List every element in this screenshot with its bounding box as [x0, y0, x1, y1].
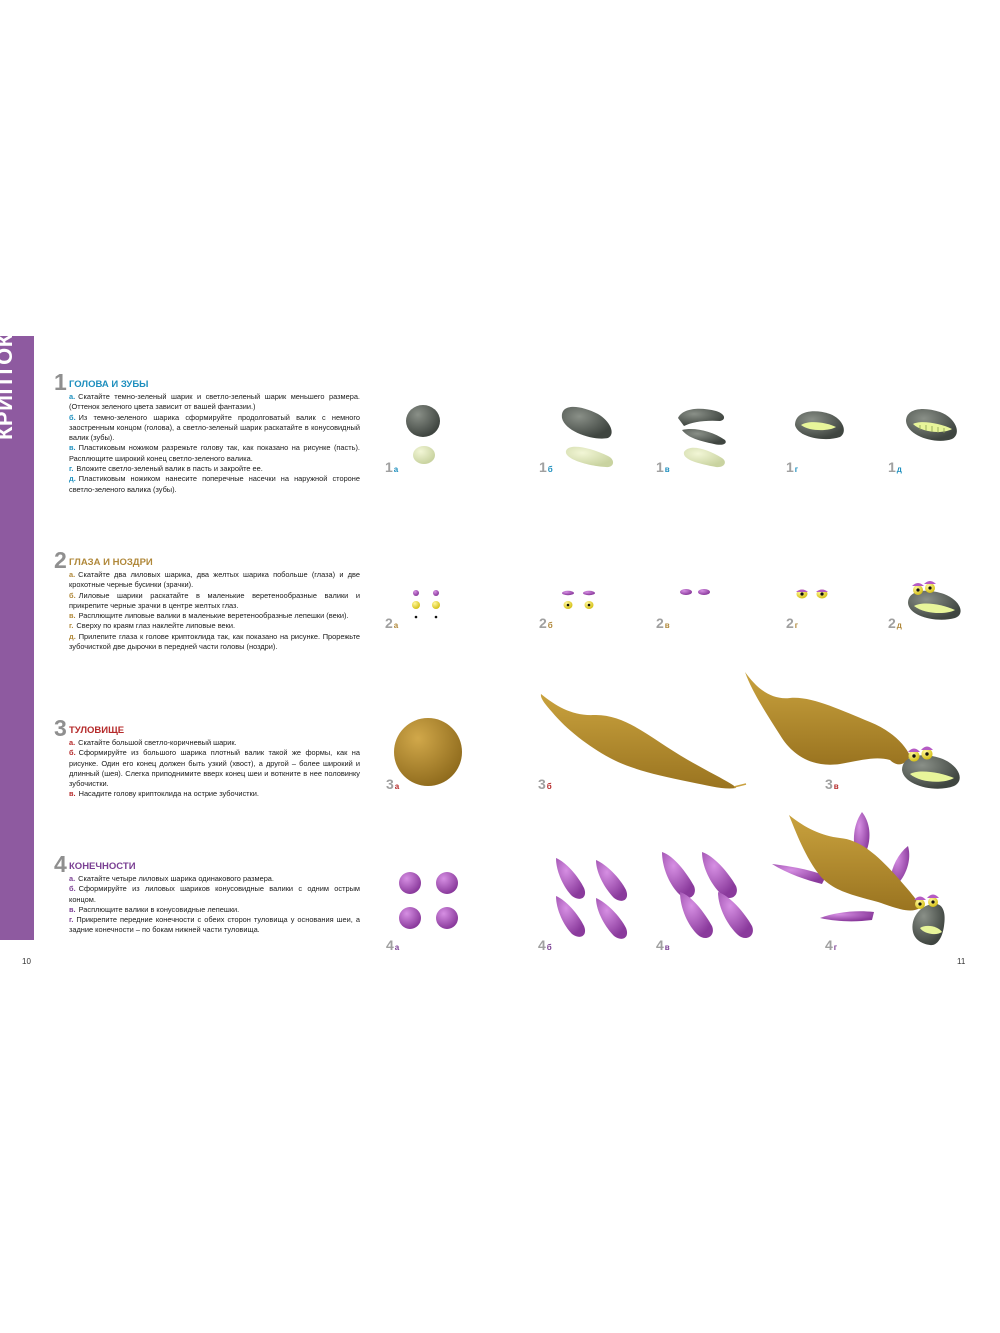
- caption-4b: 4б: [538, 937, 552, 953]
- figure-3c: [745, 672, 960, 789]
- step-text: Скатайте два лиловых шарика, два желтых шарика побольше (глаза) и две крохотные черные бусинки (зрачки).: [69, 570, 360, 590]
- figure-1b: [562, 407, 613, 467]
- step-text: Из темно-зеленого шарика сформируйте продолговатый валик с немного заостренным концом (голова), а светло-зеленый шарик раскатайте в конусовидный валик (зубы).: [69, 412, 360, 443]
- step-text: Скатайте четыре лиловых шарика одинакового размера.: [78, 874, 274, 883]
- caption-1c: 1в: [656, 459, 670, 475]
- step-letter: б.: [69, 884, 76, 894]
- section-number: 4: [54, 851, 67, 877]
- figure-4b: [556, 858, 627, 939]
- section-number: 1: [54, 369, 67, 395]
- caption-1e: 1д: [888, 459, 902, 475]
- step-letter: в.: [69, 611, 76, 621]
- figure-2a: [412, 590, 440, 618]
- caption-2d: 2г: [786, 615, 799, 631]
- step-letter: г.: [69, 915, 74, 925]
- section-number: 3: [54, 715, 67, 741]
- step-letter: а.: [69, 738, 76, 747]
- step-text: Расплющите валики в конусовидные лепешки.: [78, 904, 240, 914]
- caption-1b: 1б: [539, 459, 553, 475]
- step-text: Прилепите глаза к голове криптоклида так, как показано на рисунке. Прорежьте зубочисткой две дырочки в передней части головы (ноздри).: [69, 631, 360, 652]
- figure-2d: [796, 590, 828, 599]
- figure-1a: [406, 405, 440, 464]
- step-letter: б.: [69, 412, 76, 422]
- figure-3b: [541, 694, 746, 789]
- figure-2e: [908, 581, 961, 620]
- step-letter: б.: [69, 590, 76, 600]
- caption-3b: 3б: [538, 776, 552, 792]
- step-text: Расплющите липовые валики в маленькие веретенообразные лепешки (веки).: [78, 611, 349, 621]
- caption-4d: 4г: [825, 937, 838, 953]
- caption-4a: 4а: [386, 937, 400, 953]
- step-text: Скатайте темно-зеленый шарик и светло-зеленый шарик меньшего размера. (Оттенок зеленого цвета зависит от вашей фантазии.): [69, 392, 360, 412]
- step-letter: д.: [69, 474, 76, 484]
- page-number-right: 11: [957, 957, 966, 966]
- caption-1d: 1г: [786, 459, 799, 475]
- figure-2c: [680, 589, 710, 595]
- step-text: Сверху по краям глаз наклейте липовые веки.: [76, 621, 236, 631]
- step-text: Лиловые шарики раскатайте в маленькие веретенообразные валики и прикрепите черные зрачки в центре желтых глаз.: [69, 590, 360, 610]
- section-title: ГЛАЗА И НОЗДРИ: [69, 557, 153, 568]
- caption-1a: 1а: [385, 459, 399, 475]
- step-text: Скатайте большой светло-коричневый шарик.: [78, 738, 237, 747]
- section-title: ГОЛОВА И ЗУБЫ: [69, 379, 149, 390]
- caption-2b: 2б: [539, 615, 553, 631]
- figure-1d: [795, 411, 844, 439]
- caption-2e: 2д: [888, 615, 902, 631]
- step-text: Прикрепите передние конечности с обеих сторон туловища у основания шеи, а задние конечности – по бокам нижней части туловища.: [69, 915, 360, 935]
- step-letter: в.: [69, 904, 76, 914]
- caption-3c: 3в: [825, 776, 839, 792]
- figure-1e: [906, 409, 957, 441]
- step-text: Пластиковым ножиком разрежьте голову так, как показано на рисунке (пасть). Расплющите широкий конец светло-зеленого валика.: [69, 443, 360, 463]
- figure-2b: [562, 591, 595, 609]
- step-letter: г.: [69, 621, 74, 631]
- step-text: Насадите голову криптоклида на острие зубочистки.: [78, 789, 259, 799]
- caption-4c: 4в: [656, 937, 670, 953]
- figure-1c: [678, 409, 726, 467]
- step-text: Вложите светло-зеленый валик в пасть и закройте ее.: [76, 464, 263, 474]
- caption-2a: 2а: [385, 615, 399, 631]
- figure-3a: [394, 718, 462, 786]
- figure-4c: [662, 852, 753, 938]
- step-letter: в.: [69, 443, 76, 453]
- step-letter: а.: [69, 570, 76, 579]
- step-letter: в.: [69, 789, 76, 799]
- caption-2c: 2в: [656, 615, 670, 631]
- caption-3a: 3а: [386, 776, 400, 792]
- figure-4a: [399, 872, 458, 929]
- step-letter: б.: [69, 748, 76, 758]
- step-text: Сформируйте из лиловых шариков конусовидные валики с одним острым концом.: [69, 884, 360, 904]
- section-title: КОНЕЧНОСТИ: [69, 861, 136, 872]
- figure-4d: [772, 812, 945, 945]
- step-text: Пластиковым ножиком нанесите поперечные насечки на наружной стороне светло-зеленого валика (зубы).: [69, 474, 360, 494]
- step-letter: а.: [69, 392, 76, 401]
- section-number: 2: [54, 547, 67, 573]
- page-number-left: 10: [22, 957, 31, 966]
- step-letter: д.: [69, 631, 76, 641]
- step-letter: г.: [69, 464, 74, 474]
- step-letter: а.: [69, 874, 76, 883]
- step-text: Сформируйте из большого шарика плотный валик такой же формы, как на рисунке. Один его конец должен быть узкий (хвост), а другой – более широкий и длинный (шея). Слегка приподнимите вверх конец шеи и воткните в нее половинку зубочистки.: [69, 748, 360, 789]
- section-title: ТУЛОВИЩЕ: [69, 725, 125, 736]
